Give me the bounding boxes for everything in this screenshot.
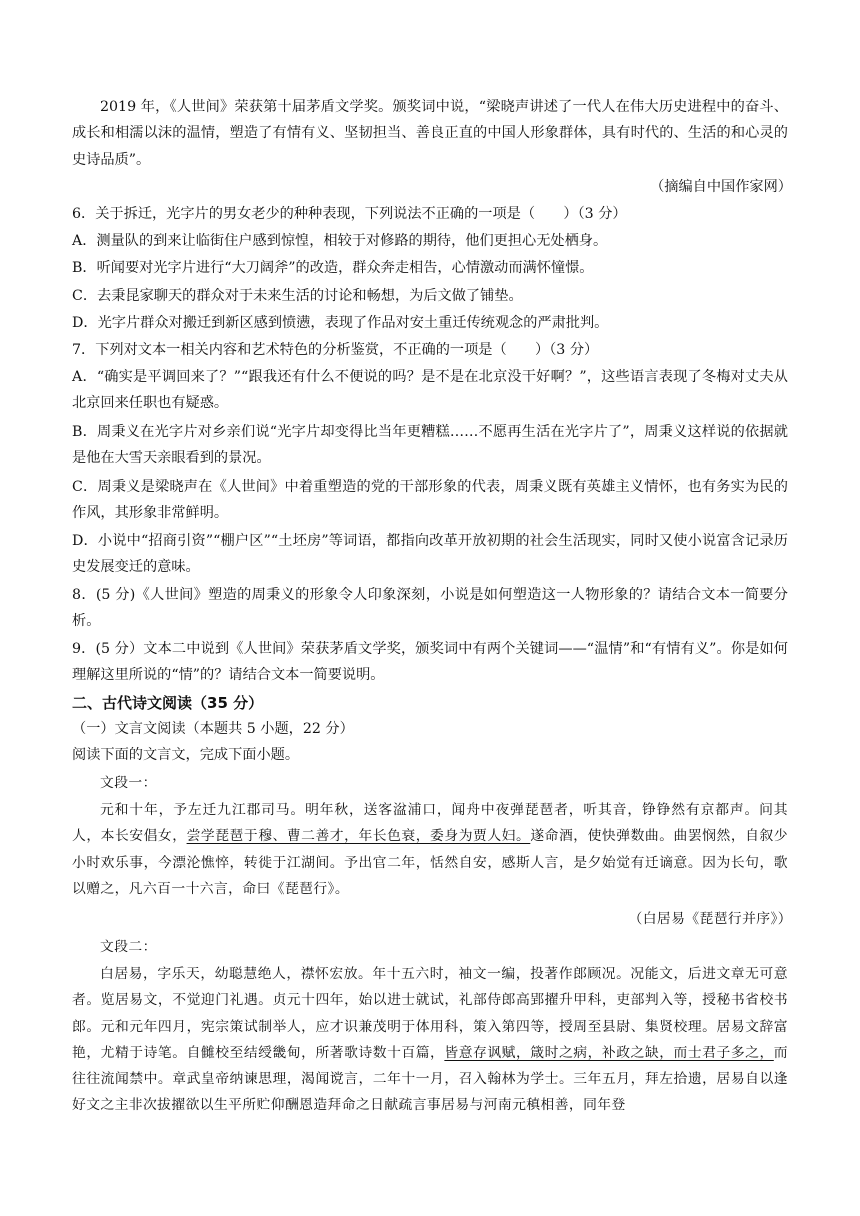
passage-1-body (72, 797, 788, 902)
question-7-option-d: D．小说中“招商引资”“棚户区”“土坯房”等词语，都指向改革开放初期的社会生活现实，同时又使小说富含记录历史发展变迁的意味。 (72, 533, 788, 576)
passage-1-text-before: 元和十年，予左迁九江郡司马。明年秋，送客湓浦口，闻舟中夜弹琵琶者，听其音，铮铮然有京都声。问其人，本长安倡女， (72, 802, 788, 845)
passage-2-label: 文段二： (100, 939, 157, 955)
question-7-option-b: B．周秉义在光字片对乡亲们说“光字片却变得比当年更糟糕……不愿再生活在光字片了”，周秉义这样说的依据就是他在大雪天亲眼看到的景况。 (72, 424, 788, 467)
passage-1-text-after: 遂命酒，使快弹数曲。曲罢悯然，自叙少小时欢乐事，今漂沦憔悴，转徙于江湖间。予出官二年，恬然自安，感斯人言，是夕始觉有迁谪意。因为长句，歌以赠之，凡六百一十六言，命曰《琵琶行》。 (72, 828, 788, 897)
question-6-option-b: B．听闻要对光字片进行“大刀阔斧”的改造，群众奔走相告，心情激动而满怀憧憬。 (72, 260, 594, 276)
section-2-instruction: 阅读下面的文言文，完成下面小题。 (72, 747, 300, 763)
section-2-title: 二、古代诗文阅读（35 分） (72, 694, 264, 712)
question-9: 9．(5 分）文本二中说到《人世间》荣获茅盾文学奖，颁奖词中有两个关键词——“温情”和“有情有义”。你是如何理解这里所说的“情”的？请结合文本一简要说明。 (72, 641, 788, 684)
text2-source: （摘编自中国作家网） (650, 179, 792, 195)
passage-2-body (72, 961, 788, 1119)
passage-2-text-after: 而往往流闻禁中。章武皇帝纳谏思理，渴闻谠言，二年十一月，召入翰林为学士。三年五月，拜左拾遗，居易自以逢好文之主非次拔擢欲以生平所贮仰酬恩造拜命之日献疏言事居易与河南元稹相善，同年登 (72, 1044, 788, 1114)
passage-2-text-before: 白居易，字乐天，幼聪慧绝人，襟怀宏放。年十五六时，袖文一编，投著作郎顾况。况能文，后进文章无可意者。览居易文，不觉迎门礼遇。贞元十四年，始以进士就试，礼部侍郎高郢擢升甲科，吏部判入等，授秘书省校书郎。元和元年四月，宪宗策试制举人，应才识兼茂明于体用科，策入第四等，授周至县尉、集贤校理。居易文辞富艳，尤精于诗笔。自雠校至结绶畿甸，所著歌诗数十百篇， (72, 966, 788, 1061)
question-7-option-c: C．周秉义是梁晓声在《人世间》中着重塑造的党的干部形象的代表，周秉义既有英雄主义情怀，也有务实为民的作风，其形象非常鲜明。 (72, 479, 788, 522)
passage-1-source: （白居易《琵琶行并序》） (628, 911, 792, 927)
question-6-stem: 6．关于拆迁，光字片的男女老少的种种表现，下列说法不正确的一项是（ ）（3 分） (72, 206, 627, 222)
question-6-option-d: D．光字片群众对搬迁到新区感到愤懑，表现了作品对安土重迁传统观念的严肃批判。 (72, 315, 609, 331)
question-7-stem: 7．下列对文本一相关内容和艺术特色的分析鉴赏，不正确的一项是（ ）（3 分） (72, 342, 599, 358)
question-8: 8．(5 分)《人世间》塑造的周秉义的形象令人印象深刻，小说是如何塑造这一人物形象的？请结合文本一简要分析。 (72, 587, 788, 630)
passage-1-label: 文段一： (100, 775, 157, 791)
question-7-option-a: A．“确实是平调回来了？”“跟我还有什么不便说的吗？是不是在北京没干好啊？”，这些语言表现了冬梅对丈夫从北京回来任职也有疑惑。 (72, 369, 788, 412)
question-6-option-a: A．测量队的到来让临街住户感到惊惶，相较于对修路的期待，他们更担心无处栖身。 (72, 233, 608, 249)
question-6-option-c: C．去秉昆家聊天的群众对于未来生活的讨论和畅想，为后文做了铺垫。 (72, 288, 523, 304)
passage-2-underlined-sentence: 皆意存讽赋，箴时之病，补政之缺，而士君子多之， (444, 1044, 774, 1061)
passage-1-underlined-sentence: 尝学琵琶于穆、曹二善才，年长色衰，委身为贾人妇。 (186, 828, 531, 845)
text2-paragraph: 2019 年，《人世间》荣获第十届茅盾文学奖。颁奖词中说，“梁晓声讲述了一代人在伟大历史进程中的奋斗、成长和相濡以沫的温情，塑造了有情有义、坚韧担当、善良正直的中国人形象群体，具有时代的、生活的和心灵的史诗品质”。 (72, 99, 788, 168)
section-2-subtitle: （一）文言文阅读（本题共 5 小题，22 分） (72, 721, 354, 737)
